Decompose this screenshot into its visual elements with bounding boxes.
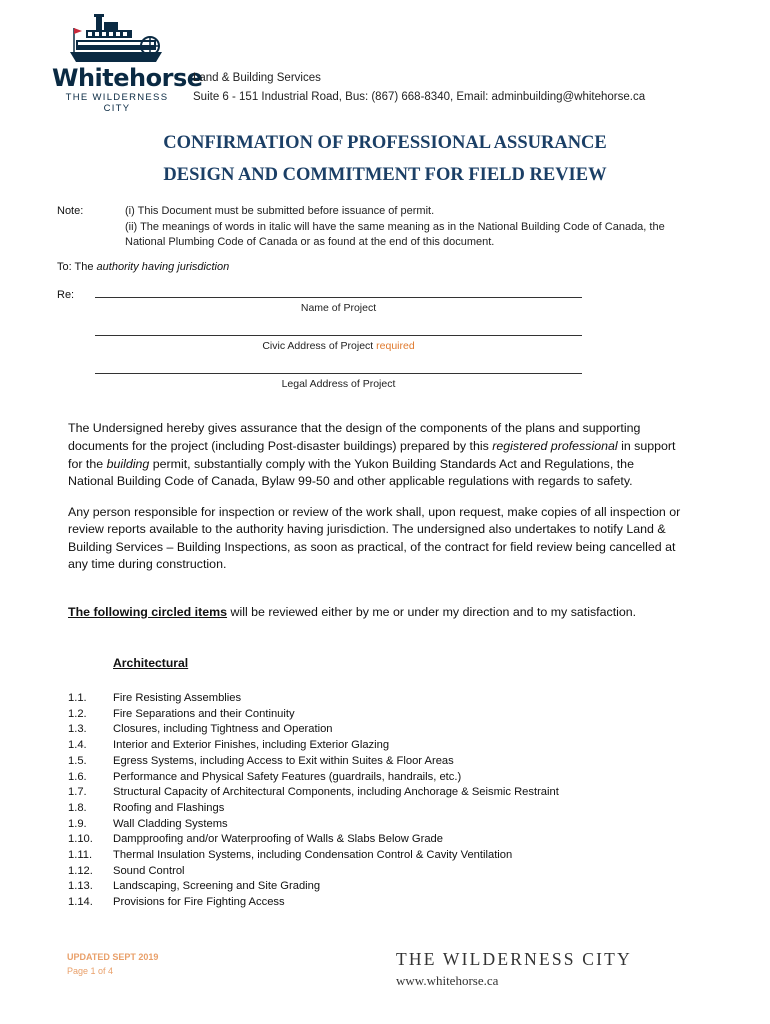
civic-address-caption: Civic Address of Project (262, 340, 374, 352)
department-address: Suite 6 - 151 Industrial Road, Bus: (867) 668-8340, Email: adminbuilding@whitehorse.ca (193, 91, 646, 103)
item-number: 1.14. (68, 896, 93, 909)
item-label: Roofing and Flashings (113, 801, 225, 814)
footer-website[interactable]: www.whitehorse.ca (396, 973, 499, 988)
item-label: Egress Systems, including Access to Exit within Suites & Floor Areas (113, 754, 454, 767)
project-name-caption: Name of Project (300, 302, 377, 314)
para1-b: documents for the project (including Post-disaster buildings) prepared by this (68, 439, 493, 453)
item-label: Wall Cladding Systems (113, 817, 228, 830)
circled-items-statement (68, 605, 636, 619)
item-number: 1.13. (68, 880, 93, 893)
para1-c-end: permit, substantially comply with the Yukon Building Standards Act and Regulations, the (149, 457, 634, 471)
assurance-paragraph-line-1: The Undersigned hereby gives assurance that the design of the components of the plans and supporting (68, 421, 641, 435)
item-label: Performance and Physical Safety Features (guardrails, handrails, etc.) (113, 770, 462, 783)
para1-b-end: in support (617, 439, 676, 453)
inspection-paragraph-line-4: any time during construction. (68, 557, 227, 571)
item-number: 1.3. (68, 723, 87, 736)
item-number: 1.1. (68, 692, 87, 704)
architectural-heading: Architectural (113, 656, 189, 670)
item-number: 1.11. (68, 849, 93, 861)
project-name-field[interactable] (95, 296, 582, 298)
updated-date: UPDATED SEPT 2019 (67, 952, 159, 962)
item-label: Structural Capacity of Architectural Components, including Anchorage & Seismic Restraint (113, 786, 559, 799)
item-number: 1.12. (68, 864, 93, 877)
circled-items-emphasis: The following circled items (68, 605, 228, 619)
para1-b-italic: registered professional (492, 439, 618, 453)
legal-address-caption: Legal Address of Project (281, 378, 396, 390)
required-marker: required (376, 340, 415, 352)
civic-address-field[interactable] (95, 334, 582, 336)
to-line (57, 261, 229, 273)
item-label: Interior and Exterior Finishes, including Exterior Glazing (113, 739, 390, 752)
item-number: 1.5. (68, 754, 87, 767)
note-line-3: National Plumbing Code of Canada or as found at the end of this document. (125, 236, 495, 248)
inspection-paragraph-line-2: review reports available to the authority having jurisdiction. The undersigned also undertakes to notify Land & (68, 522, 666, 536)
item-label: Closures, including Tightness and Operation (113, 723, 333, 736)
whitehorse-logo (52, 12, 203, 114)
para1-c-italic: building (106, 457, 150, 471)
re-label: Re: (57, 289, 75, 301)
item-label: Fire Resisting Assemblies (113, 692, 242, 704)
item-number: 1.10. (68, 833, 93, 846)
item-label: Provisions for Fire Fighting Access (113, 896, 285, 909)
document-title-line-2: DESIGN AND COMMITMENT FOR FIELD REVIEW (163, 165, 607, 185)
logo-tagline: THE WILDERNESS CITY (65, 92, 169, 114)
document-title-line-1: CONFIRMATION OF PROFESSIONAL ASSURANCE (163, 133, 607, 153)
footer-city-tagline: THE WILDERNESS CITY (396, 949, 632, 969)
department-name: Land & Building Services (193, 72, 321, 84)
note-label: Note: (57, 205, 84, 217)
logo-wordmark: Whitehorse (52, 64, 203, 92)
item-number: 1.2. (68, 707, 87, 720)
note-line-1: (i) This Document must be submitted before issuance of permit. (125, 205, 435, 217)
assurance-paragraph-line-4: National Building Code of Canada, Bylaw 99-50 and other applicable regulations with regards to safety. (68, 474, 633, 488)
para1-c: for the (68, 457, 107, 471)
item-number: 1.4. (68, 739, 87, 752)
note-line-2: (ii) The meanings of words in italic will have the same meaning as in the National Building Code of Canada, the (125, 221, 665, 233)
sternwheeler-icon (52, 12, 180, 68)
legal-address-field[interactable] (95, 372, 582, 374)
item-label: Thermal Insulation Systems, including Condensation Control & Cavity Ventilation (113, 849, 513, 861)
item-label: Landscaping, Screening and Site Grading (113, 880, 321, 893)
circled-items-rest: will be reviewed either by me or under my direction and to my satisfaction. (227, 605, 637, 619)
item-label: Dampproofing and/or Waterproofing of Walls & Slabs Below Grade (113, 833, 443, 846)
item-number: 1.8. (68, 801, 87, 814)
inspection-paragraph-line-1: Any person responsible for inspection or review of the work shall, upon request, make copies of all inspection or (68, 505, 681, 519)
inspection-paragraph-line-3: Building Services – Building Inspections, as soon as practical, of the contract for field review being cancelled at (68, 540, 676, 554)
civic-address-caption-row (95, 340, 582, 352)
assurance-paragraph-line-3 (68, 456, 708, 473)
item-number: 1.7. (68, 786, 87, 799)
item-label: Sound Control (113, 864, 185, 877)
to-authority: authority having jurisdiction (96, 261, 230, 273)
assurance-paragraph-line-2 (68, 438, 708, 455)
page-number: Page 1 of 4 (67, 966, 114, 976)
item-label: Fire Separations and their Continuity (113, 707, 295, 720)
to-prefix: To: The (57, 261, 97, 273)
item-number: 1.9. (68, 817, 87, 830)
item-number: 1.6. (68, 770, 87, 783)
